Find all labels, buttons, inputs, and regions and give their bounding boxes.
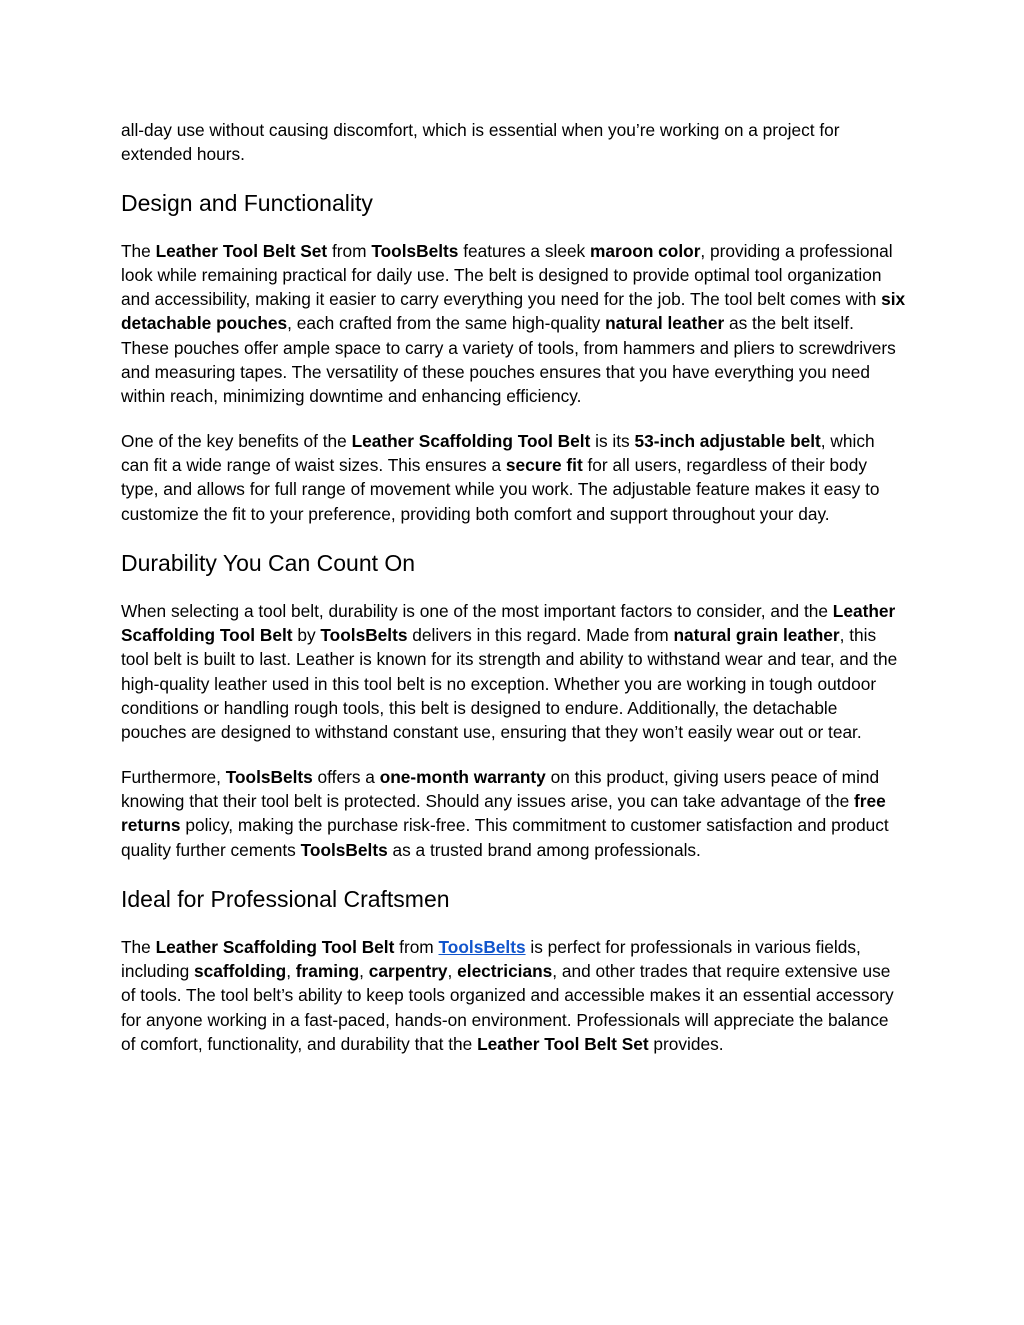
section-heading: Durability You Can Count On: [121, 549, 416, 576]
bold-text: Leather Scaffolding Tool Belt: [121, 600, 896, 646]
text-run: delivers in this regard. Made from: [407, 625, 674, 646]
text-run: ,: [359, 961, 369, 982]
text-run: as the belt itself. These pouches offer ample space to carry a variety of tools, from hammers and pliers to screwdrivers and measuring tapes. The versatility of these pouches ensures that you have everything you need within reach, minimizing downtime and enhancing efficiency.: [121, 313, 896, 407]
body-paragraph: [121, 118, 906, 167]
text-run: , and other trades that require extensive use of tools. The tool belt’s ability to keep tools organized and accessible makes it an essential accessory for anyone working in a fast-paced, hands-on environment. Professionals will appreciate the balance of comfort, functionality, and durability that the: [121, 961, 894, 1055]
text-run: is perfect for professionals in various fields, including: [121, 936, 861, 982]
text-run: as a trusted brand among professionals.: [387, 839, 701, 860]
bold-text: Leather Tool Belt Set: [477, 1034, 649, 1055]
bold-text: natural leather: [605, 313, 725, 334]
bold-text: one-month warranty: [379, 766, 546, 787]
text-run: , each crafted from the same high-quality: [287, 313, 606, 334]
toolsbelts-link[interactable]: ToolsBelts: [438, 936, 526, 957]
body-paragraph: [121, 765, 906, 862]
bold-text: free returns: [121, 790, 886, 836]
body-paragraph: [121, 239, 906, 409]
bold-text: natural grain leather: [673, 625, 840, 646]
text-run: is its: [590, 430, 635, 451]
text-run: , providing a professional look while remaining practical for daily use. The belt is designed to provide optimal tool organization and accessibility, making it easier to carry everything you need for the job. The tool belt comes with: [121, 240, 893, 310]
text-run: ,: [447, 961, 458, 982]
text-run: all-day use without causing discomfort, which is essential when you’re working on a project for extended hours.: [121, 120, 840, 165]
text-run: provides.: [648, 1034, 724, 1055]
text-run: , which can fit a wide range of waist sizes. This ensures a: [121, 430, 875, 475]
section-heading: Design and Functionality: [121, 189, 373, 216]
text-run: , this tool belt is built to last. Leather is known for its strength and ability to withstand wear and tear, and the high-quality leather used in this tool belt is no exception. Whether you are working in tough outdoor conditions or handling rough tools, this belt is designed to endure. Additionally, the detachable pouches are designed to withstand constant use, ensuring that they won’t easily wear out or tear.: [121, 625, 898, 743]
text-run: features a sleek: [458, 240, 590, 261]
body-paragraph: [121, 599, 906, 745]
text-run: Furthermore,: [121, 766, 226, 787]
text-run: The: [121, 936, 156, 957]
text-run: The: [121, 240, 156, 261]
bold-text: framing: [295, 961, 360, 982]
bold-text: secure fit: [505, 454, 583, 475]
bold-text: 53-inch adjustable belt: [634, 430, 821, 451]
bold-text: ToolsBelts: [225, 766, 313, 787]
text-run: One of the key benefits of the: [121, 430, 352, 451]
section-heading: Ideal for Professional Craftsmen: [121, 885, 450, 912]
bold-text: six detachable pouches: [121, 289, 906, 334]
document-page: [121, 118, 906, 1076]
bold-text: Leather Scaffolding Tool Belt: [351, 430, 591, 451]
bold-text: Leather Tool Belt Set: [155, 240, 328, 261]
bold-text: carpentry: [368, 961, 448, 982]
body-paragraph: [121, 429, 906, 526]
text-run: from: [327, 240, 372, 261]
text-run: for all users, regardless of their body type, and allows for full range of movement while you work. The adjustable feature makes it easy to customize the fit to your preference, providing both comfort and support throughout your day.: [121, 454, 880, 524]
text-run: When selecting a tool belt, durability is one of the most important factors to consider, and the: [121, 600, 833, 621]
bold-text: ToolsBelts: [371, 240, 459, 261]
text-run: offers a: [312, 766, 380, 787]
bold-text: ToolsBelts: [320, 625, 408, 646]
bold-text: maroon color: [590, 240, 701, 261]
body-paragraph: [121, 935, 906, 1056]
text-run: ,: [286, 961, 296, 982]
text-run: on this product, giving users peace of mind knowing that their tool belt is protected. Should any issues arise, you can take advantage of the: [121, 766, 880, 811]
text-run: from: [394, 936, 439, 957]
text-run: policy, making the purchase risk-free. This commitment to customer satisfaction and product quality further cements: [121, 815, 889, 860]
bold-text: Leather Scaffolding Tool Belt: [155, 936, 395, 957]
bold-text: electricians: [457, 961, 553, 982]
bold-text: scaffolding: [194, 961, 287, 982]
text-run: by: [292, 625, 321, 646]
bold-text: ToolsBelts: [300, 839, 388, 860]
